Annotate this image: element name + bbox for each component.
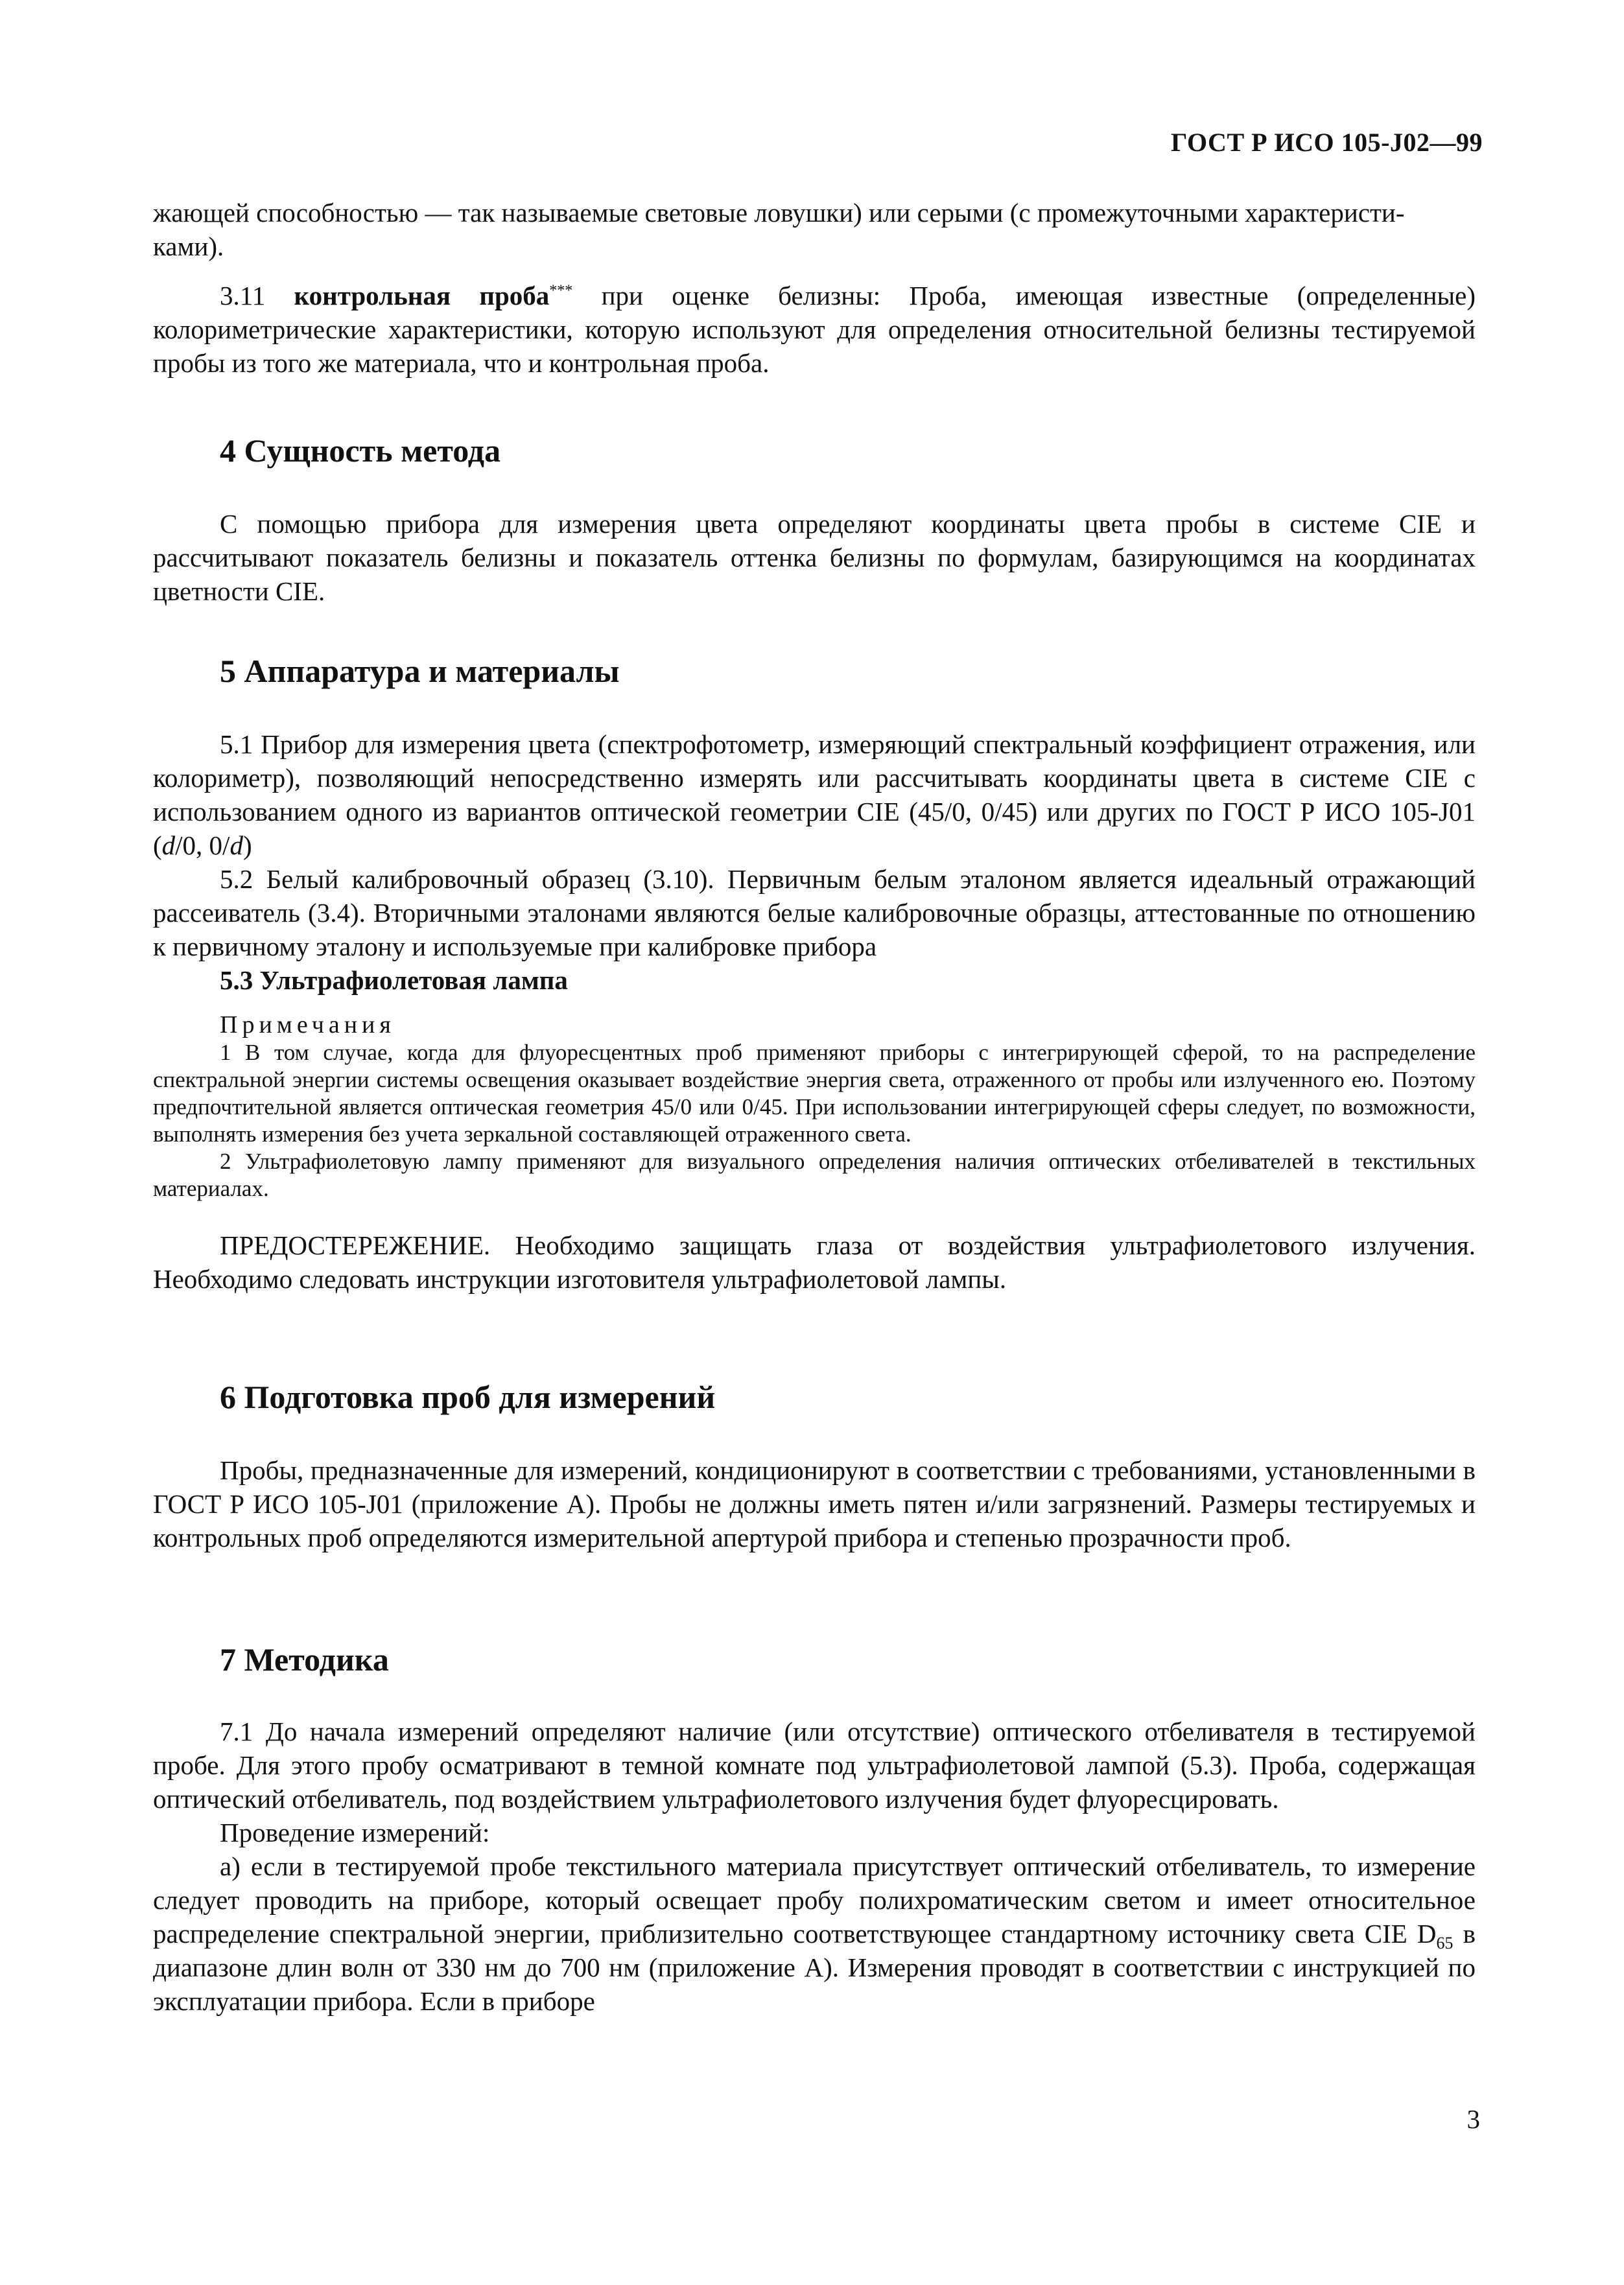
section-4-body	[153, 507, 1476, 608]
warning-text: ПРЕДОСТЕРЕЖЕНИЕ. Необходимо защищать глаза от воздействия ультрафиолетового излучения. Необходимо следовать инструкции изготовителя ультрафиолетовой лампы.	[153, 1230, 1476, 1294]
section-6-text: Пробы, предназначенные для измерений, кондиционируют в соответствии с требованиями, установленными в ГОСТ Р ИСО 105-J01 (приложение А). Пробы не должны иметь пятен и/или загрязнений. Размеры тестируемых и контрольных проб определяются измерительной апертурой прибора и степенью прозрачности проб.	[153, 1455, 1476, 1553]
clause-3-11-paragraph	[153, 279, 1476, 380]
clause-5-1-geom-d1: d	[161, 830, 176, 860]
item-a-text-end: в диапазоне длин волн от 330 нм до 700 нм (приложение А). Измерения проводят в соответствии с инструкцией по эксплуатации прибора. Если в приборе	[153, 1919, 1476, 2016]
procedure-label: Проведение измерений:	[220, 1818, 490, 1847]
clause-5-1-mid: /0, 0/	[175, 830, 230, 860]
document-header: ГОСТ Р ИСО 105-J02—99	[1171, 128, 1483, 157]
section-5-title: 5 Аппаратура и материалы	[220, 653, 620, 689]
clause-3-11-number: 3.11	[220, 281, 266, 311]
section-7-title: 7 Методика	[220, 1641, 389, 1678]
intro-continuation	[153, 196, 1476, 263]
notes-label	[153, 1011, 1476, 1039]
section-4-text: С помощью прибора для измерения цвета определяют координаты цвета пробы в системе CIE и рассчитывают показатель белизны и показатель оттенка белизны по формулам, базирующимся на координатах цветности CIE.	[153, 509, 1476, 606]
clause-5-2: 5.2 Белый калибровочный образец (3.10). Первичным белым эталоном является идеальный отражающий рассеиватель (3.4). Вторичными эталонами являются белые калибровочные образцы, аттестованные по отношению к первичному эталону и используемые при калибровке прибора	[153, 864, 1476, 961]
section-4-title: 4 Сущность метода	[220, 432, 501, 469]
item-a-subscript: 65	[1436, 1934, 1453, 1953]
clause-5-3-title: 5.3 Ультрафиолетовая лампа	[220, 965, 568, 995]
note-1: 1 В том случае, когда для флуоресцентных проб применяют приборы с интегрирующей сферой, то на распределение спектральной энергии системы освещения оказывает воздействие энергия света, отраженного от пробы или излученного ею. Поэтому предпочтительной является оптическая геометрия 45/0 или 0/45. При использовании интегрирующей сферы следует, по возможности, выполнять измерения без учета зеркальной составляющей отраженного света.	[153, 1040, 1476, 1147]
page-number: 3	[1466, 2104, 1480, 2134]
item-a	[153, 1849, 1476, 2018]
section-6-title: 6 Подготовка проб для измерений	[220, 1379, 716, 1415]
item-a-text-start: а) если в тестируемой пробе текстильного материала присутствует оптический отбеливатель, то измерение следует проводить на приборе, который освещает пробу полихроматическим светом и имеет относительное распределение спектральной энергии, приблизительно соответствующее стандартному источнику света CIE D	[153, 1851, 1476, 1949]
clause-5-1-text: 5.1 Прибор для измерения цвета (спектрофотометр, измеряющий спектральный коэффициент отражения, или колориметр), позволяющий непосредственно измерять или рассчитывать координаты цвета в системе CIE с использованием одного из вариантов оптической геометрии CIE (45/0, 0/45) или других по ГОСТ Р ИСО 105-J01 (	[153, 729, 1476, 860]
clause-3-11	[153, 279, 1476, 380]
clause-3-11-term: контрольная проба	[294, 281, 550, 311]
clause-7-1: 7.1 До начала измерений определяют наличие (или отсутствие) оптического отбеливателя в тестируемой пробе. Для этого пробу осматривают в темной комнате под ультрафиолетовой лампой (5.3). Проба, содержащая оптический отбеливатель, под воздействием ультрафиолетового излучения будет флуоресцировать.	[153, 1717, 1476, 1814]
clause-3-11-text: при оценке белизны: Проба, имеющая известные (определенные) колориметрические характеристики, которую используют для определения относительной белизны тестируемой пробы из того же материала, что и контрольная проба.	[153, 281, 1476, 378]
clause-5-1-end: )	[242, 830, 252, 860]
intro-line-1: жающей способностью — так называемые световые ловушки) или серыми (с промежуточными характеристи-	[153, 198, 1405, 228]
notes-label-text: Примечания	[220, 1011, 395, 1038]
note-2: 2 Ультрафиолетовую лампу применяют для визуального определения наличия оптических отбеливателей в текстильных материалах.	[153, 1149, 1476, 1201]
clause-5-1-geom-d2: d	[229, 830, 243, 860]
section-7-body	[153, 1715, 1476, 2018]
intro-line-2: ками).	[153, 231, 224, 261]
clause-3-11-footnote-mark: ***	[549, 282, 573, 299]
section-6-body	[153, 1453, 1476, 1554]
clause-5-1	[153, 727, 1476, 862]
section-5-body	[153, 727, 1476, 1296]
